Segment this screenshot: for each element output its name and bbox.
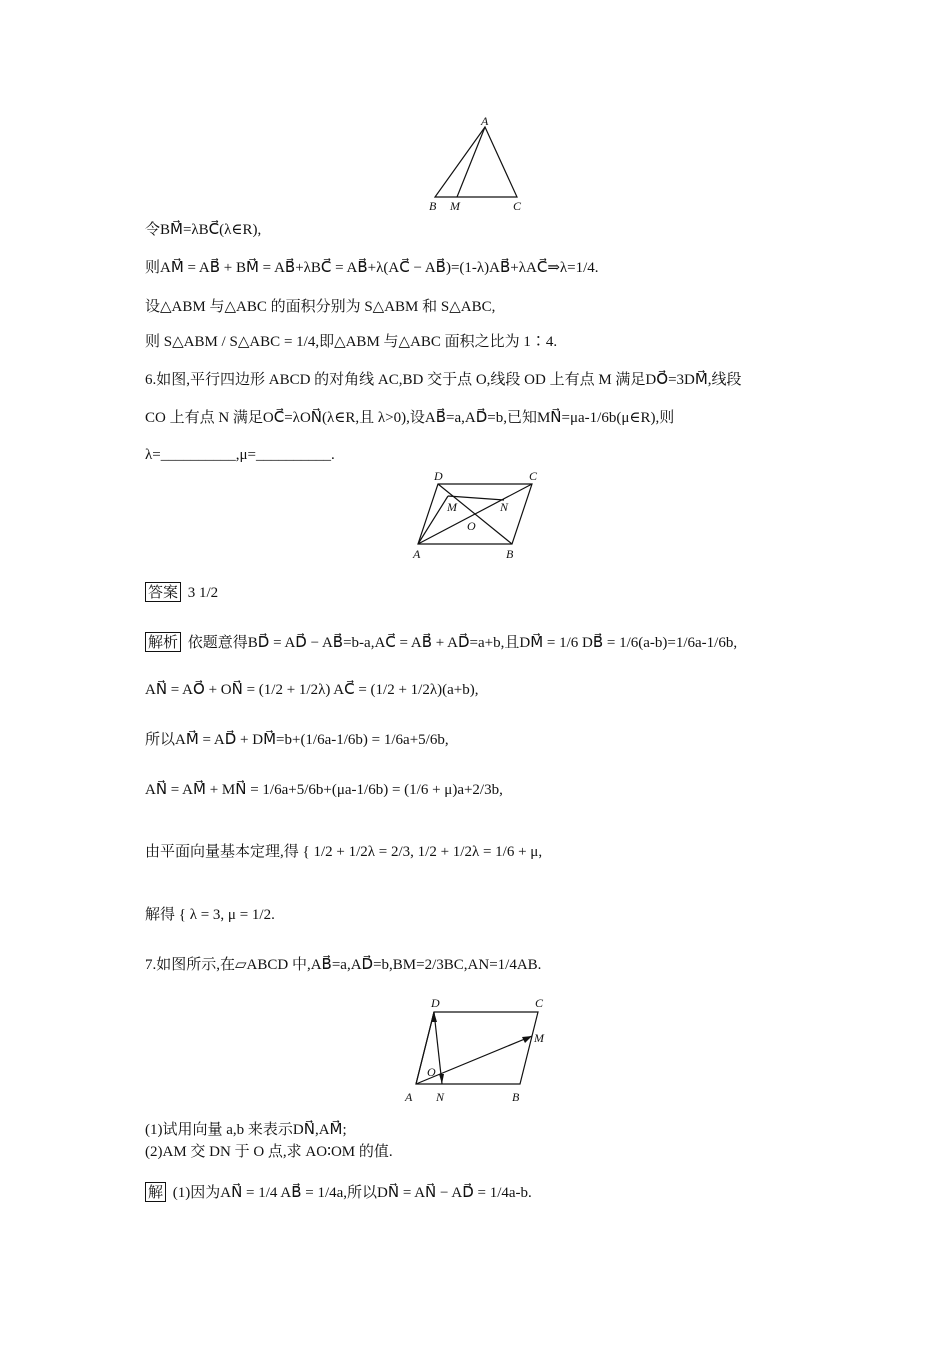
label-M: M: [534, 1031, 544, 1045]
analysis-line3: 所以AM⃗ = AD⃗ + DM⃗=b+(1/6a-1/6b) = 1/6a+5/6b,: [145, 732, 449, 748]
label-B: B: [506, 547, 514, 561]
line-l2: 则AM⃗ = AB⃗ + BM⃗ = AB⃗+λBC⃗ = AB⃗+λ(AC⃗ − AB⃗)=(1-λ)AB⃗+λAC⃗⇒λ=1/4.: [145, 260, 599, 276]
label-C: C: [535, 996, 544, 1010]
question-7: 7.如图所示,在▱ABCD 中,AB⃗=a,AD⃗=b,BM=2/3BC,AN=1/4AB.: [145, 957, 542, 973]
line-l4: 则 S△ABM / S△ABC = 1/4,即△ABM 与△ABC 面积之比为 1∶4.: [145, 334, 558, 350]
label-A: A: [405, 1090, 413, 1104]
label-C: C: [529, 469, 538, 483]
triangle-figure: [425, 115, 535, 215]
solution-tag: 解: [145, 1182, 166, 1202]
solution-text1: (1)因为AN⃗ = 1/4 AB⃗ = 1/4a,所以DN⃗ = AN⃗ − AD⃗ = 1/4a-b.: [172, 1185, 532, 1201]
question-6-line1: 6.如图,平行四边形 ABCD 的对角线 AC,BD 交于点 O,线段 OD 上有点 M 满足DO⃗=3DM⃗,线段: [145, 372, 742, 388]
answer-line: [145, 582, 218, 603]
parallelogram-figure-7: [398, 994, 558, 1106]
label-B: B: [429, 199, 437, 213]
label-O: O: [427, 1065, 436, 1079]
question-6-line2: CO 上有点 N 满足OC⃗=λON⃗(λ∈R,且 λ>0),设AB⃗=a,AD⃗=b,已知MN⃗=μa-1/6b(μ∈R),则: [145, 410, 675, 426]
answer-tag: 答案: [145, 582, 181, 602]
solution-line1: [145, 1182, 532, 1203]
label-C: C: [513, 199, 522, 213]
parallelogram-figure-6: [408, 466, 548, 561]
question-7-part2: (2)AM 交 DN 于 O 点,求 AO∶OM 的值.: [145, 1144, 393, 1160]
analysis-line6: 解得 { λ = 3, μ = 1/2.: [145, 907, 275, 923]
label-A: A: [481, 115, 489, 128]
answer-value: 3 1/2: [187, 585, 219, 601]
label-M: M: [447, 500, 457, 514]
question-7-part1: (1)试用向量 a,b 来表示DN⃗,AM⃗;: [145, 1122, 347, 1138]
label-B: B: [512, 1090, 520, 1104]
label-O: O: [467, 519, 476, 533]
analysis-line5: 由平面向量基本定理,得 { 1/2 + 1/2λ = 2/3, 1/2 + 1/2λ = 1/6 + μ,: [145, 844, 543, 860]
label-D: D: [434, 469, 443, 483]
line-l3: 设△ABM 与△ABC 的面积分别为 S△ABM 和 S△ABC,: [145, 299, 496, 315]
line-l1: 令BM⃗=λBC⃗(λ∈R),: [145, 222, 262, 238]
label-N: N: [436, 1090, 445, 1104]
label-N: N: [500, 500, 509, 514]
analysis-tag: 解析: [145, 632, 181, 652]
analysis-line1: [145, 632, 737, 653]
analysis-text1: 依题意得BD⃗ = AD⃗ − AB⃗=b-a,AC⃗ = AB⃗ + AD⃗=a+b,且DM⃗ = 1/6 DB⃗ = 1/6(a-b)=1/6a-1/6b,: [187, 635, 738, 651]
analysis-line2: AN⃗ = AO⃗ + ON⃗ = (1/2 + 1/2λ) AC⃗ = (1/2 + 1/2λ)(a+b),: [145, 682, 479, 698]
label-A: A: [413, 547, 421, 561]
question-6-line3: λ=__________,μ=__________.: [145, 447, 335, 463]
label-D: D: [431, 996, 440, 1010]
analysis-line4: AN⃗ = AM⃗ + MN⃗ = 1/6a+5/6b+(μa-1/6b) = (1/6 + μ)a+2/3b,: [145, 782, 503, 798]
label-M: M: [450, 199, 460, 213]
